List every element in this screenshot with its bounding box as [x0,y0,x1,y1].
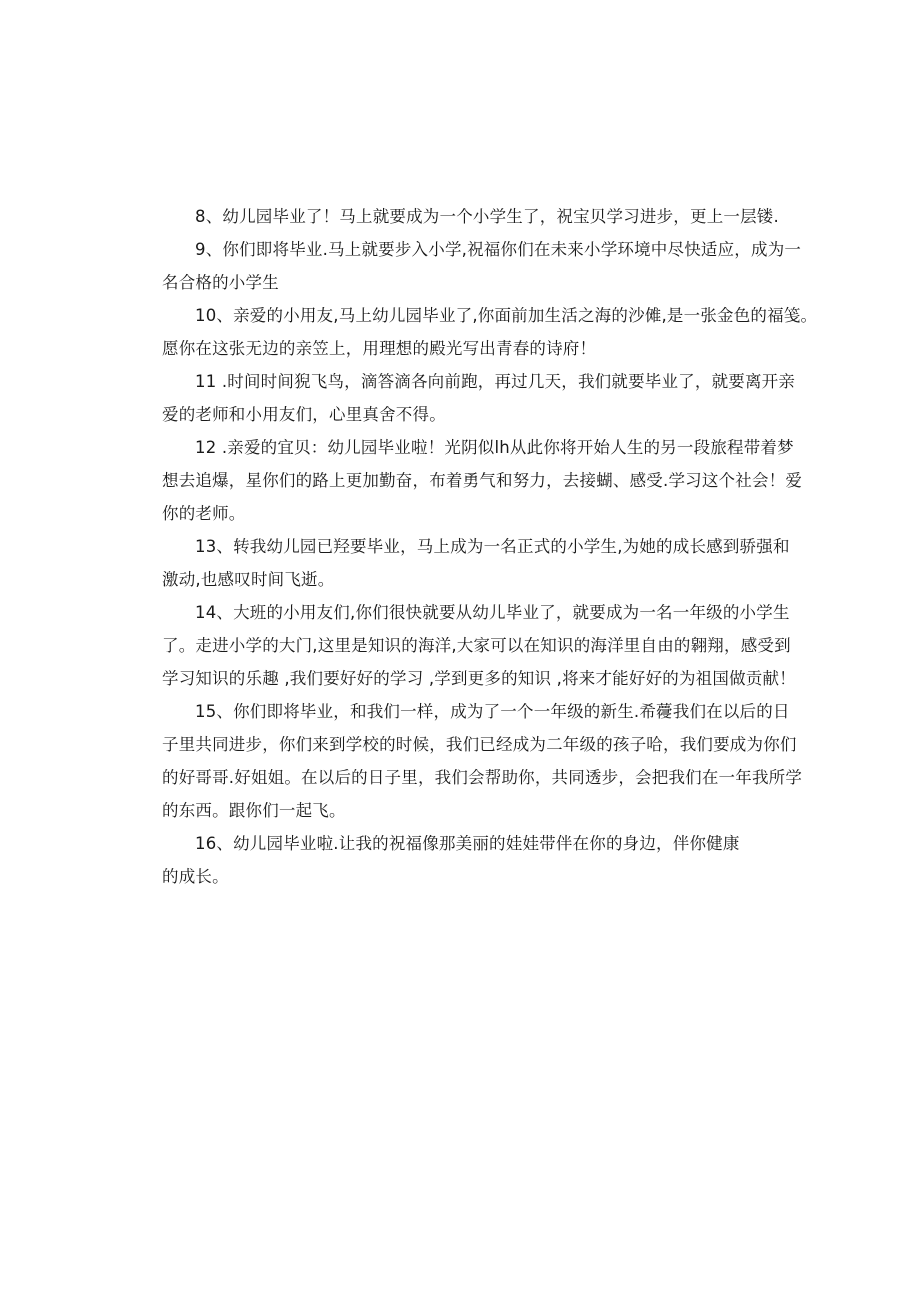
text-line: 名合格的小学生 [162,273,279,292]
text-line: 想去追爆，星你们的路上更加勤奋，布着勇气和努力，去接蝴、感受.学习这个社会！爱 [162,471,803,490]
text-line: 你的老师。 [162,504,246,523]
text-line: 15、你们即将毕业，和我们一样，成为了一个一年级的新生.希蘉我们在以后的日 [195,702,790,721]
text-line: 的好哥哥.好姐姐。在以后的日子里，我们会帮助你，共同透步，会把我们在一年我所学 [162,768,803,787]
text-line: 13、转我幼儿园已羟要毕业，马上成为一名正式的小学生,为她的成长感到骄强和 [195,537,790,556]
text-line: 愿你在这张无边的亲笠上，用理想的殿光写出青春的诗府！ [162,339,597,358]
text-line: 子里共同进步，你们来到学校的时候，我们已经成为二年级的孩子哈，我们要成为你们 [162,735,797,754]
text-line: 的东西。跟你们一起飞。 [162,801,346,820]
text-line: 的成长。 [162,867,229,886]
text-line: 12 .亲爱的宜贝：幼儿园毕业啦！光阴似lh从此你将开始人生的另一段旅程带着梦 [195,438,794,457]
text-line: 14、大班的小用友们,你们很快就要从幼儿毕业了，就要成为一名一年级的小学生 [195,603,790,622]
text-line: 11 .时间时间猊飞鸟，滴答滴各向前跑，再过几天，我们就要毕业了，就要离开亲 [195,372,796,391]
text-line: 学习知识的乐趣 ,我们要好好的学习 ,学到更多的知识 ,将来才能好好的为祖国做贡献！ [162,669,796,688]
text-line: 激动,也感叹时间飞逝。 [162,570,335,589]
text-line: 8、幼儿园毕业了！马上就要成为一个小学生了，祝宝贝学习进步，更上一层镂. [195,207,779,226]
text-line: 16、幼儿园毕业啦.让我的祝福像那美丽的娃娃带伴在你的身边，伴你健康 [195,834,740,853]
text-line: 了。走进小学的大门,这里是知识的海洋,大家可以在知识的海洋里自由的翱翔，感受到 [162,636,791,655]
text-line: 9、你们即将毕业.马上就要步入小学,祝福你们在未来小学环境中尽快适应，成为一 [195,240,802,259]
text-line: 爱的老师和小用友们，心里真舍不得。 [162,405,446,424]
text-line: 10、亲爱的小用友,马上幼儿园毕业了,你面前加生活之海的沙傩,是一张金色的福笺。 [195,306,818,325]
document-body [162,200,818,893]
